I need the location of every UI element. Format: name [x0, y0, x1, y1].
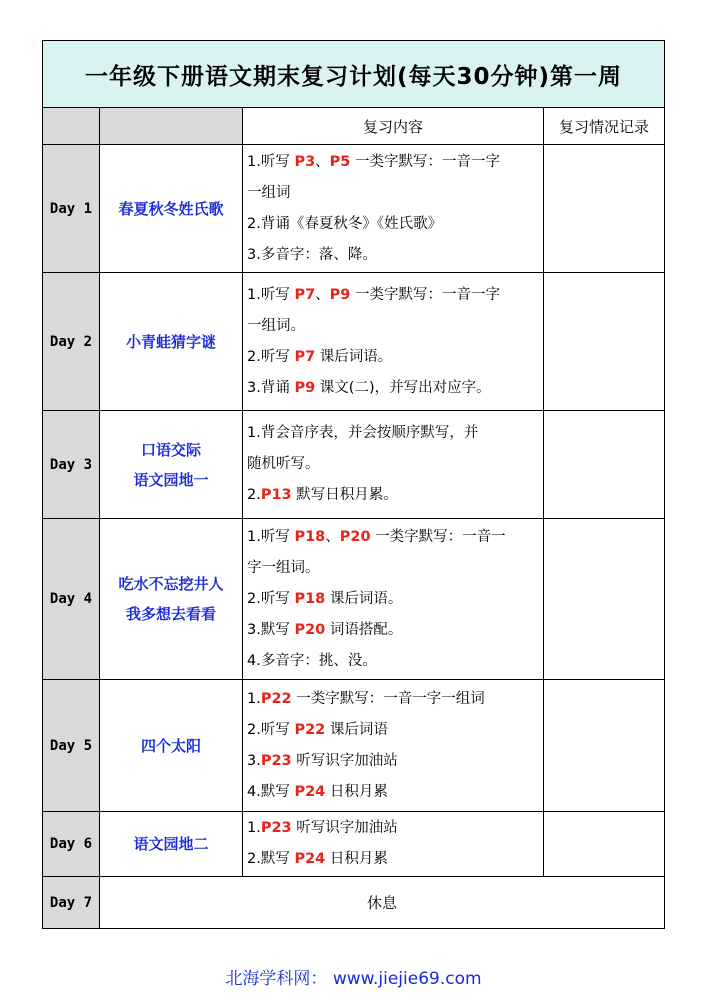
item-text: 1.听写 — [247, 528, 295, 545]
page-ref: P23 — [260, 820, 292, 836]
review-item — [247, 280, 539, 311]
lesson-title-cell — [100, 519, 243, 680]
item-text: 4.多音字：挑、没。 — [247, 652, 377, 669]
item-text: 1. — [247, 820, 261, 836]
review-content-cell — [243, 812, 544, 877]
item-text: 1.背会音序表，并会按顺序默写，并 — [247, 425, 479, 441]
review-item — [247, 522, 539, 553]
day-label: Day 5 — [43, 680, 100, 812]
day-row-3 — [43, 411, 665, 519]
day-label: Day 7 — [43, 877, 100, 929]
item-text: 2.听写 — [247, 348, 295, 365]
review-item — [247, 646, 539, 677]
page-ref: P13 — [260, 487, 292, 503]
day-label: Day 6 — [43, 812, 100, 877]
review-item — [247, 373, 539, 404]
day-row-5 — [43, 680, 665, 812]
item-text: 课后词语 — [325, 721, 388, 738]
day-row-1 — [43, 145, 665, 273]
lesson-title-cell — [100, 145, 243, 273]
page-ref: P24 — [294, 783, 326, 800]
lesson-title: 语文园地二 — [133, 835, 209, 853]
item-text: 课后词语。 — [325, 590, 403, 607]
review-item — [247, 813, 539, 844]
page-ref: P22 — [294, 721, 326, 738]
page-ref: P5 — [329, 153, 351, 170]
page-ref: P18 — [294, 528, 326, 545]
item-text: 随机听写。 — [247, 456, 320, 472]
item-text: 1. — [247, 690, 261, 707]
review-item — [247, 746, 539, 777]
lesson-title: 四个太阳 — [140, 736, 201, 755]
review-item — [247, 684, 539, 715]
rest-cell: 休息 — [100, 877, 665, 929]
review-content-cell — [243, 145, 544, 273]
review-item — [247, 553, 539, 584]
item-text: 听写识字加油站 — [291, 820, 398, 836]
review-item — [247, 844, 539, 875]
review-item — [247, 480, 539, 511]
item-text: 3.背诵 — [247, 379, 295, 396]
header-record: 复习情况记录 — [544, 108, 665, 145]
lesson-title-cell — [100, 273, 243, 411]
item-text: 日积月累 — [325, 851, 388, 867]
item-text: 4.默写 — [247, 783, 295, 800]
page-ref: P22 — [260, 690, 292, 707]
header-content: 复习内容 — [243, 108, 544, 145]
item-text: 日积月累 — [325, 783, 388, 800]
page-ref: P20 — [294, 621, 326, 638]
item-text: 3.多音字：落、降。 — [247, 246, 377, 263]
lesson-title-cell — [100, 812, 243, 877]
day-row-7 — [43, 877, 665, 929]
item-text: 默写日积月累。 — [291, 487, 398, 503]
review-item — [247, 147, 539, 178]
page-ref: P3 — [294, 153, 316, 170]
lesson-title: 我多想去看看 — [125, 605, 216, 623]
item-text: 一类字默写：一音一 — [370, 528, 506, 545]
page-ref: P24 — [294, 851, 326, 867]
item-text: 一组词 — [247, 184, 291, 201]
review-content-cell — [243, 273, 544, 411]
review-content-cell — [243, 680, 544, 812]
page-ref: P20 — [339, 528, 371, 545]
header-lesson-blank — [100, 108, 243, 145]
lesson-title: 春夏秋冬姓氏歌 — [118, 199, 224, 218]
review-item — [247, 449, 539, 480]
record-cell — [544, 411, 665, 519]
lesson-title-cell — [100, 680, 243, 812]
page-ref: P9 — [329, 286, 351, 303]
day-label: Day 1 — [43, 145, 100, 273]
review-item — [247, 418, 539, 449]
item-text: 一类字默写：一音一字 — [350, 153, 500, 170]
review-item — [247, 342, 539, 373]
record-cell — [544, 273, 665, 411]
item-text: 字一组词。 — [247, 559, 320, 576]
record-cell — [544, 680, 665, 812]
review-item — [247, 209, 539, 240]
item-text: 一类字默写：一音一字 — [350, 286, 500, 303]
item-text: 、 — [315, 153, 330, 170]
item-text: 2.听写 — [247, 590, 295, 607]
lesson-title-cell — [100, 411, 243, 519]
review-item — [247, 615, 539, 646]
item-text: 2. — [247, 487, 261, 503]
day-row-6 — [43, 812, 665, 877]
lesson-title: 口语交际 — [140, 440, 201, 459]
page-ref: P23 — [260, 752, 292, 769]
item-text: 2.听写 — [247, 721, 295, 738]
page-ref: P7 — [294, 348, 316, 365]
review-item — [247, 240, 539, 271]
record-cell — [544, 812, 665, 877]
item-text: 1.听写 — [247, 153, 295, 170]
page-ref: P18 — [294, 590, 326, 607]
item-text: 2.默写 — [247, 851, 295, 867]
review-plan-table — [42, 40, 665, 929]
day-label: Day 3 — [43, 411, 100, 519]
item-text: 词语搭配。 — [325, 621, 403, 638]
page-ref: P9 — [294, 379, 316, 396]
item-text: 、 — [325, 528, 340, 545]
item-text: 听写识字加油站 — [291, 752, 398, 769]
item-text: 课后词语。 — [315, 348, 393, 365]
item-text: 2.背诵《春夏秋冬》《姓氏歌》 — [247, 215, 443, 232]
review-item — [247, 715, 539, 746]
item-text: 3. — [247, 752, 261, 769]
item-text: 一组词。 — [247, 317, 305, 334]
item-text: 、 — [315, 286, 330, 303]
review-content-cell — [243, 411, 544, 519]
day-label: Day 2 — [43, 273, 100, 411]
review-item — [247, 584, 539, 615]
day-row-4 — [43, 519, 665, 680]
lesson-title: 吃水不忘挖井人 — [118, 575, 224, 593]
review-content-cell — [243, 519, 544, 680]
record-cell — [544, 519, 665, 680]
item-text: 3.默写 — [247, 621, 295, 638]
page-ref: P7 — [294, 286, 316, 303]
item-text: 一类字默写：一音一字一组词 — [291, 690, 485, 707]
footer-website: 北海学科网： www.jiejie69.com — [225, 969, 482, 989]
review-item — [247, 178, 539, 209]
day-row-2 — [43, 273, 665, 411]
day-label: Day 4 — [43, 519, 100, 680]
item-text: 课文(二)，并写出对应字。 — [315, 379, 491, 396]
page-title: 一年级下册语文期末复习计划(每天30分钟)第一周 — [43, 41, 665, 108]
item-text: 1.听写 — [247, 286, 295, 303]
lesson-title: 语文园地一 — [133, 470, 209, 489]
record-cell — [544, 145, 665, 273]
review-item — [247, 311, 539, 342]
lesson-title: 小青蛙猜字谜 — [125, 332, 216, 351]
header-day-blank — [43, 108, 100, 145]
review-item — [247, 777, 539, 808]
